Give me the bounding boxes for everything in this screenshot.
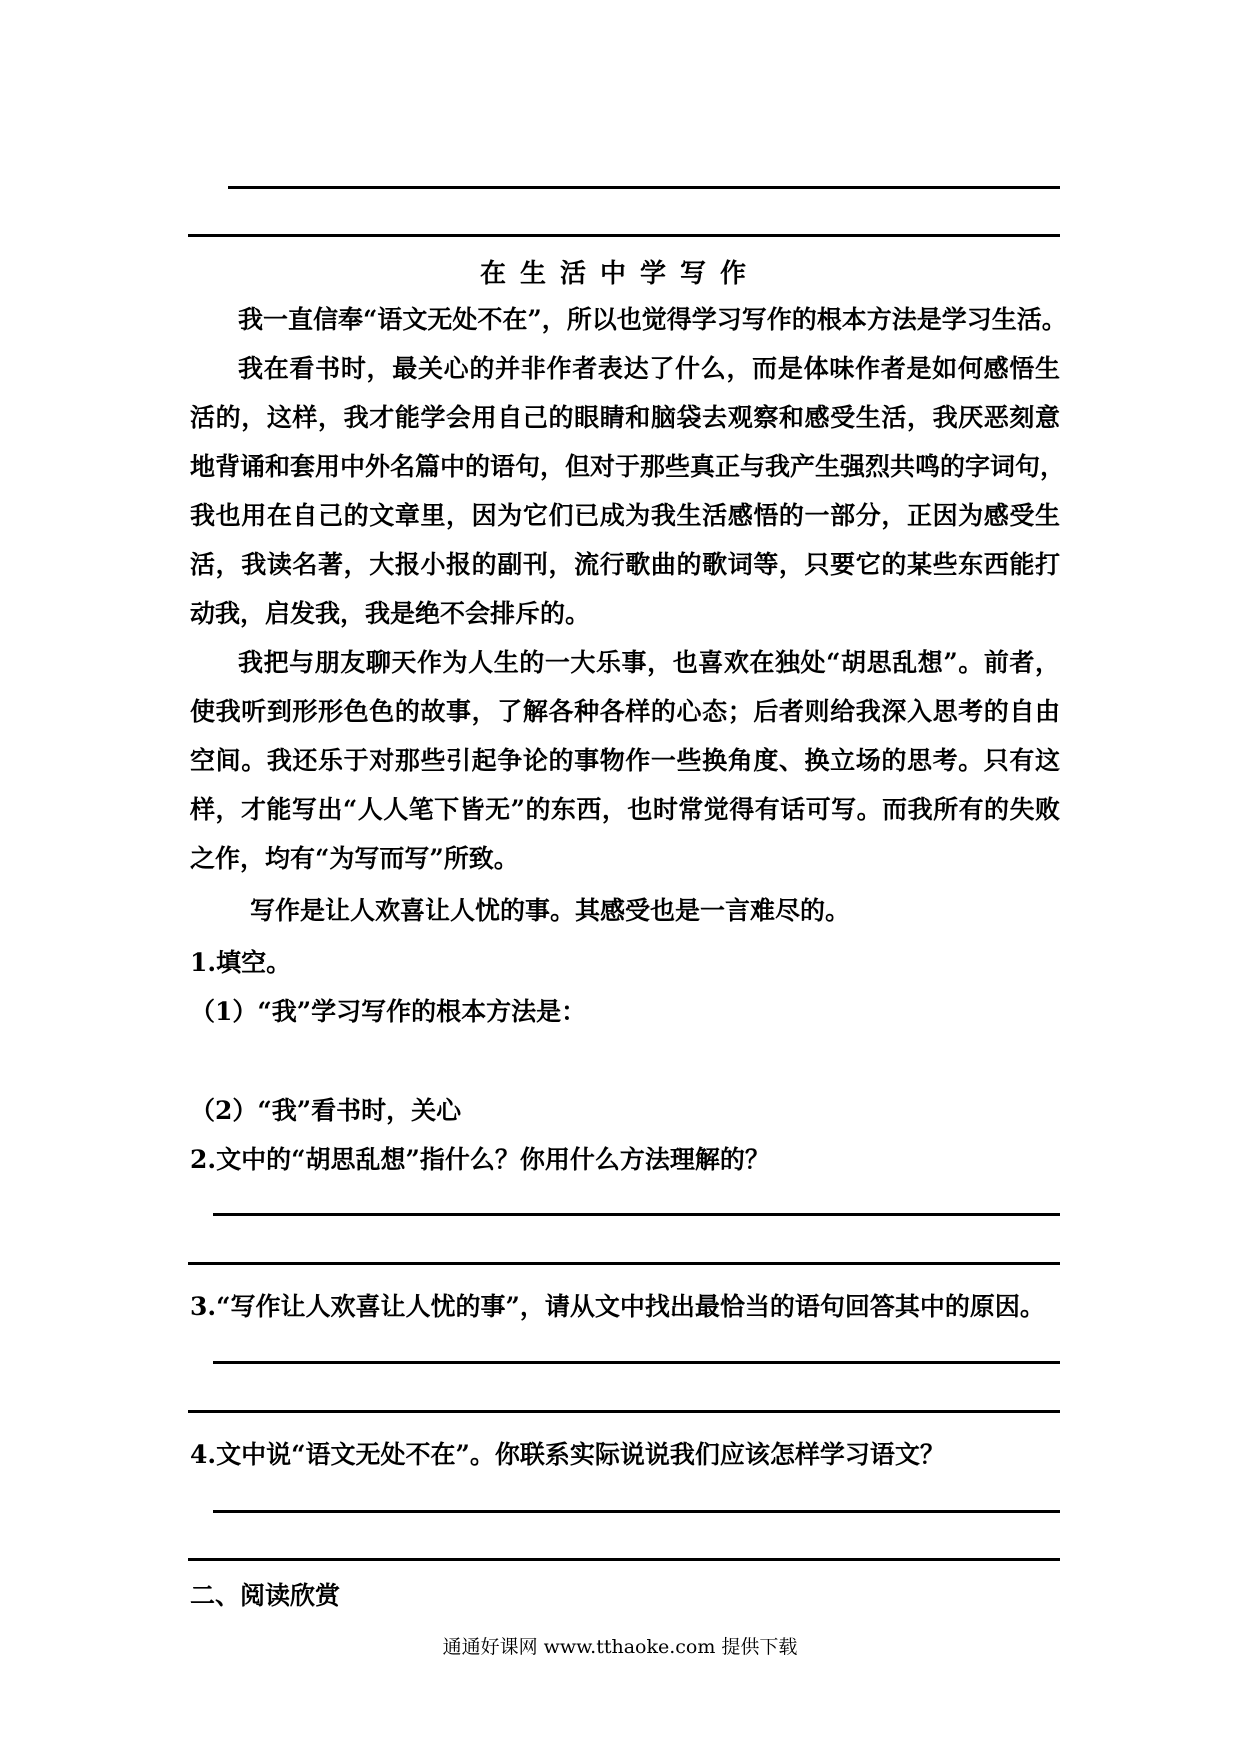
answer-line: [188, 1558, 1060, 1561]
answer-line: [213, 1213, 1060, 1216]
footer-credit: 通通好课网 www.tthaoke.com 提供下载: [442, 1636, 798, 1658]
passage-line: 我把与朋友聊天作为人生的一大乐事，也喜欢在独处“胡思乱想”。前者，: [238, 648, 1060, 677]
passage-line: 空间。我还乐于对那些引起争论的事物作一些换角度、换立场的思考。只有这: [190, 746, 1060, 775]
answer-line: [188, 1262, 1060, 1265]
answer-line: [228, 186, 1060, 189]
answer-line: [213, 1361, 1060, 1364]
answer-line: [213, 1510, 1060, 1513]
answer-line: [188, 1410, 1060, 1413]
question-3: 3.“写作让人欢喜让人忧的事”，请从文中找出最恰当的语句回答其中的原因。: [190, 1292, 1045, 1321]
question-1-1: （1）“我”学习写作的根本方法是：: [190, 997, 587, 1026]
answer-line: [188, 234, 1060, 237]
passage-line: 动我，启发我，我是绝不会排斥的。: [190, 599, 591, 628]
section-heading: 二、阅读欣赏: [190, 1581, 341, 1610]
question-4: 4.文中说“语文无处不在”。你联系实际说说我们应该怎样学习语文？: [190, 1440, 945, 1469]
passage-line: 写作是让人欢喜让人忧的事。其感受也是一言难尽的。: [250, 896, 851, 925]
passage-line: 使我听到形形色色的故事，了解各种各样的心态；后者则给我深入思考的自由: [190, 697, 1060, 726]
question-1-2: （2）“我”看书时，关心: [190, 1096, 462, 1125]
passage-line: 地背诵和套用中外名篇中的语句，但对于那些真正与我产生强烈共鸣的字词句，: [190, 452, 1066, 481]
passage-title: 在生活中学写作: [479, 259, 760, 289]
passage-line: 我在看书时，最关心的并非作者表达了什么，而是体味作者是如何感悟生: [238, 354, 1060, 383]
passage-line: 样，才能写出“人人笔下皆无”的东西，也时常觉得有话可写。而我所有的失败: [190, 795, 1060, 824]
question-2: 2.文中的“胡思乱想”指什么？你用什么方法理解的？: [190, 1145, 770, 1174]
passage-line: 活的，这样，我才能学会用自己的眼睛和脑袋去观察和感受生活，我厌恶刻意: [190, 403, 1060, 432]
question-1: 1.填空。: [190, 948, 292, 977]
passage-line: 活，我读名著，大报小报的副刊，流行歌曲的歌词等，只要它的某些东西能打: [190, 550, 1060, 579]
passage-line: 我一直信奉“语文无处不在”，所以也觉得学习写作的根本方法是学习生活。: [238, 305, 1067, 334]
passage-line: 我也用在自己的文章里，因为它们已成为我生活感悟的一部分，正因为感受生: [190, 501, 1060, 530]
passage-line: 之作，均有“为写而写”所致。: [190, 844, 519, 873]
